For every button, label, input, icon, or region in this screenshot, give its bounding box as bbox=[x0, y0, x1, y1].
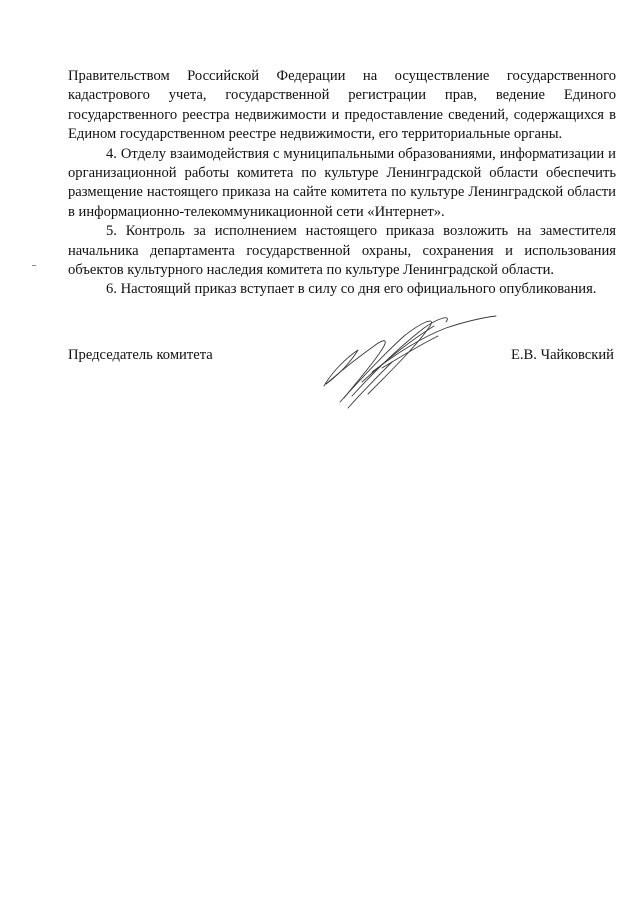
paragraph-continuation: Правительством Российской Федерации на осуществление государственного кадастрового учета, государственной регистрации прав, ведение Единого государственного реестра недвижимости и предоставление сведений, содержащихся в Едином государственном реестре недвижимости, его территориальные органы. bbox=[68, 68, 616, 143]
paragraph-item-6: 6. Настоящий приказ вступает в силу со дня его официального опубликования. bbox=[106, 281, 597, 298]
document-body bbox=[68, 67, 616, 300]
paragraph-item-4: 4. Отделу взаимодействия с муниципальными образованиями, информатизации и организационной работы комитета по культуре Ленинградской области обеспечить размещение настоящего приказа на сайте комитета по культуре Ленинградской области в информационно-телекоммуникационной сети «Интернет». bbox=[68, 145, 616, 220]
signatory-name: Е.В. Чайковский bbox=[510, 347, 614, 363]
signatory-title: Председатель комитета bbox=[68, 347, 213, 363]
paragraph-item-5: 5. Контроль за исполнением настоящего приказа возложить на заместителя начальника департамента государственной охраны, сохранения и использования объектов культурного наследия комитета по культуре Ленинградской области. bbox=[68, 223, 616, 279]
handwritten-signature bbox=[312, 298, 502, 413]
scan-margin-mark bbox=[32, 265, 36, 266]
